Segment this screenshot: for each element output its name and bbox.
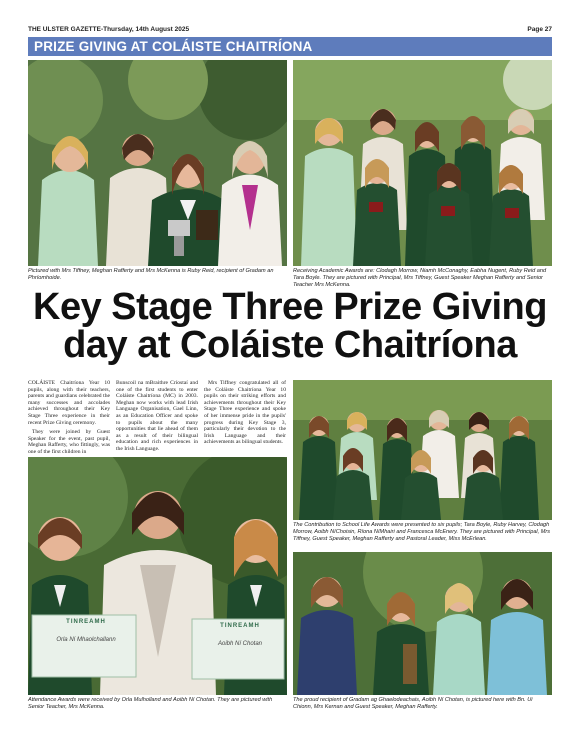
headline-line-1: Key Stage Three Prize Giving	[33, 286, 547, 328]
photo-academic-awards	[293, 60, 552, 266]
certificate-name: Aoibh Ní Chotan	[217, 641, 263, 647]
headline-line-2: day at Coláiste Chaitríona	[63, 324, 517, 366]
certificate-left	[36, 619, 136, 643]
caption-photo-5: The proud recipient of Gradam ag Ghaelodeachais, Aoibh Ní Chotan, is pictured here with Bn. Ui Chionn, Mrs Kernan and Guest Speaker, Meghan Rafferty.	[293, 697, 533, 710]
article-column-3	[204, 380, 286, 449]
masthead-publication: THE ULSTER GAZETTE-Thursday, 14th August 2025	[28, 26, 190, 33]
photo-contribution-awards	[293, 380, 552, 520]
article-column-2	[116, 380, 198, 456]
caption-photo-3: The Contribution to School Life Awards were presented to six pupils; Tara Boyle, Ruby Harvey, Clodagh Morrow, Aoibh NíChoisin, Ríona NíMhairi and Francesca McEnery. They are pictured with Principal, Mrs Tiffney, Guest Speaker, Meghan Rafferty and Pastoral Leader, Miss McErlean.	[293, 522, 551, 542]
article-column-1	[28, 380, 110, 459]
photo-ruby-reid	[28, 60, 287, 266]
caption-photo-2: Receiving Academic Awards are: Clodagh Morrow, Niamh McConaghy, Eabha Nugent, Ruby Reid and Tara Boyle. They are pictured with Principal, Mrs Tiffney, Guest Speaker Meghan Rafferty and Senior Teacher Mrs McKenna.	[293, 268, 547, 288]
caption-photo-1: Pictured with Mrs Tiffney, Meghan Rafferty and Mrs McKenna is Ruby Reid, recipient of Gradam an Phríomhoide.	[28, 268, 274, 281]
certificate-name: Orla Ní Mhaolchallann	[56, 637, 116, 643]
caption-photo-4: Attendance Awards were received by Orla Mulholland and Aoibh Ní Chotan. They are pictured with Senior Teacher, Mrs McKenna.	[28, 697, 273, 710]
certificate-brand: TINREAMH	[220, 623, 260, 629]
masthead-page-number: Page 27	[527, 26, 552, 33]
article-paragraph: COLÁISTE Chaitríona Year 10 pupils, along with their teachers, parents and guardians celebrated the many successes and accolades achieved throughout their Key Stage Three experience in their recent Prize Giving ceremony.	[28, 380, 110, 426]
certificate-brand: TINREAMH	[66, 619, 106, 625]
article-paragraph: Bunscoil na mBraithre Críostaí and one of the first students to enter Coláiste Chaitríona (MC) in 2003. Meghan now works with lead Irish Language Organisation, Gael Linn, as an Education Officer and spoke to pupils about the many opportunities that lie ahead of them as a result of their bilingual education and rich experiences in the Irish Language.	[116, 380, 198, 452]
section-banner: PRIZE GIVING AT COLÁISTE CHAITRÍONA	[28, 37, 552, 56]
article-paragraph: They were joined by Guest Speaker for the event, past pupil, Meghan Rafferty, who fittingly, was one of the first children in	[28, 429, 110, 455]
article-paragraph: Mrs Tiffney congratulated all of the Coláiste Chaitríona Year 10 pupils on their striking efforts and achievements throughout their Key Stage Three experience and spoke of her immense pride in the pupils' progress during Key Stage 3, particularly their devotion to the Irish Language and their achievements as bilingual students.	[204, 380, 286, 446]
certificate-right	[196, 623, 284, 647]
masthead	[28, 24, 552, 36]
photo-gradam-recipient	[293, 552, 552, 695]
photo-attendance-awards	[28, 457, 287, 695]
headline	[28, 288, 552, 364]
